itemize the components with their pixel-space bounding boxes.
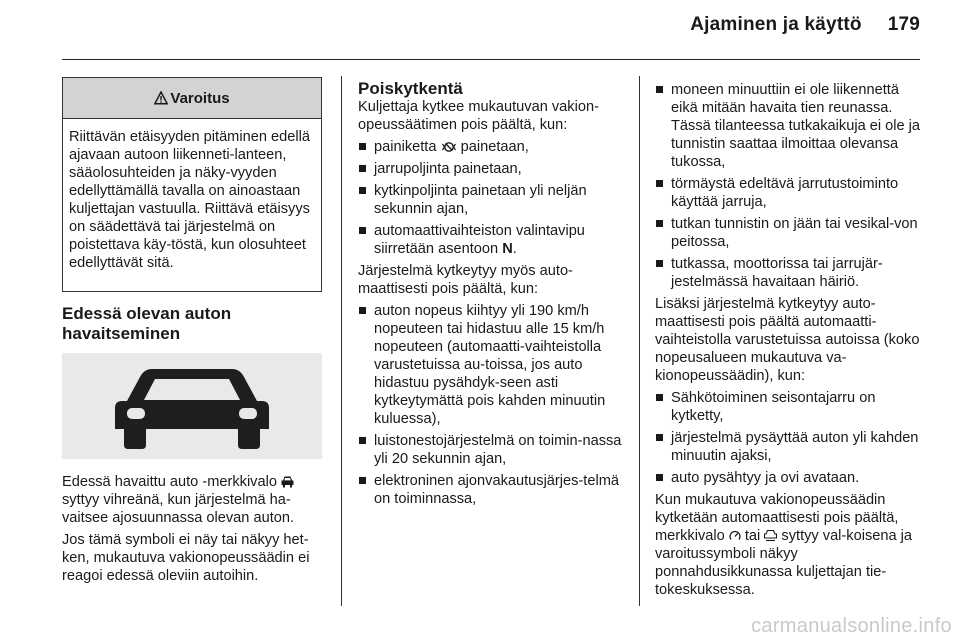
car-front-icon: [62, 353, 322, 459]
chapter-title: Ajaminen ja käyttö: [690, 14, 862, 35]
no-symbol-paragraph: Jos tämä symboli ei näy tai näkyy het-ken, mukautuva vakionopeussäädin ei reagoi edessä oleviin autoihin.: [62, 532, 310, 584]
list-item: elektroninen ajonvakautusjärjes-telmä on toiminnassa,: [358, 472, 626, 508]
list-item: törmäystä edeltävä jarrutustoiminto käyttää jarruja,: [655, 175, 923, 211]
list-item: moneen minuuttiin ei ole liikennettä eikä mitään havaita tien reunassa. Tässä tilanteessa tutkakaikuja ei ole ja tunnistin saattaa ilmoittaa olevansa tukossa,: [655, 81, 923, 171]
paragraph-text: tai: [744, 528, 761, 544]
deactivation-intro: Kuljettaja kytkee mukautuvan vakion-opeussäätimen pois päältä, kun:: [358, 99, 599, 133]
page-number: 179: [887, 14, 920, 35]
list-item-text: automaattivaihteiston valintavipu siirretään asentoon: [374, 223, 585, 257]
deactivation-heading: Poiskytkentä: [358, 79, 463, 98]
section-heading-line1: Edessä olevan auton: [62, 304, 232, 323]
list-item: auton nopeus kiihtyy yli 190 km/h nopeuteen tai hidastuu alle 15 km/h nopeuteen (automaatti-vaihteistolla varustetuissa au-toissa, jos auto hidastuu pysähdyk-seen asti kytkeytymättä pois kahden minuutin kuluessa),: [358, 302, 626, 428]
list-item: järjestelmä pysäyttää auton yli kahden minuutin ajaksi,: [655, 429, 923, 465]
auto-deactivation-list-cont: [655, 81, 923, 291]
list-item: [358, 138, 626, 156]
section-deactivation-cont: [655, 81, 923, 603]
driver-deactivation-list: [358, 138, 626, 258]
section-front-vehicle: [62, 304, 324, 344]
header-rule: [62, 59, 920, 60]
list-item-text: painiketta: [374, 139, 437, 155]
list-item-text: .: [512, 241, 517, 257]
indicator-text-after: syttyy vihreänä, kun järjestelmä ha-vaitsee ajosuunnassa olevan auton.: [62, 492, 295, 526]
list-item: auto pysähtyy ja ovi avataan.: [655, 469, 923, 487]
cruise-control-indicator-icon: [729, 530, 741, 542]
deactivation-indicator-paragraph: [655, 491, 923, 599]
warning-triangle-icon: [154, 91, 168, 105]
vehicle-ahead-illustration: [62, 353, 322, 459]
list-item: jarrupoljinta painetaan,: [358, 160, 626, 178]
list-item: tutkassa, moottorissa tai jarrujär-jestelmässä havaitaan häiriö.: [655, 255, 923, 291]
cruise-cancel-icon: [441, 141, 457, 153]
adaptive-cruise-indicator-icon: [764, 530, 777, 542]
column-separator-2: [639, 76, 640, 606]
warning-header: [63, 78, 321, 119]
column-separator-1: [341, 76, 342, 606]
paragraph-text: Kun mukautuva vakionopeussäädin kytketään automaattisesti pois päältä, merkkivalo: [655, 492, 899, 544]
paragraph-text: syttyy val-koisena ja varoitussymboli näkyy ponnahdusikkunassa kuljettajan tie-tokeskuksessa.: [655, 528, 913, 598]
automatic-transmission-list: [655, 389, 923, 487]
auto-deactivation-list: [358, 302, 626, 508]
indicator-text-before: Edessä havaittu auto -merkkivalo: [62, 474, 277, 490]
watermark: carmanualsonline.info: [751, 615, 952, 637]
list-item: Sähkötoiminen seisontajarru on kytketty,: [655, 389, 923, 425]
automatic-transmission-paragraph: Lisäksi järjestelmä kytkeytyy auto-maattisesti pois päältä automaatti-vaihteistolla varustetuissa autoissa (koko nopeusalueen mukautuva va-kionopeussäädin), kun:: [655, 296, 920, 384]
section-deactivation: [358, 79, 626, 512]
warning-text: Riittävän etäisyyden pitäminen edellä ajavaan autoon liikenneti-lanteen, sääolosuhteiden ja näky-vyyden edellyttämällä tavalla on ainoastaan kuljettajan vastuulla. Riittävä etäisyys on säädettävä tai järjestelmä on poistettava käy-töstä, kun olosuhteet edellyttävät sitä.: [69, 129, 310, 271]
warning-title: Varoitus: [170, 89, 230, 107]
list-item: luistonestojärjestelmä on toimin-nassa yli 20 sekunnin ajan,: [358, 432, 626, 468]
warning-box: [62, 77, 322, 292]
list-item: [358, 222, 626, 258]
gear-position-label: N: [502, 241, 513, 257]
indicator-paragraph: [62, 473, 328, 527]
list-item-text: painetaan,: [460, 139, 529, 155]
list-item: tutkan tunnistin on jään tai vesikal-von peitossa,: [655, 215, 923, 251]
list-item: kytkinpoljinta painetaan yli neljän sekunnin ajan,: [358, 182, 626, 218]
auto-deactivation-intro: Järjestelmä kytkeytyy myös auto-maattisesti pois päältä, kun:: [358, 263, 573, 297]
section-heading-line2: havaitseminen: [62, 324, 181, 343]
vehicle-ahead-indicator-icon: [281, 476, 294, 488]
page-header: [690, 14, 920, 36]
section-front-vehicle-text: [62, 473, 328, 589]
